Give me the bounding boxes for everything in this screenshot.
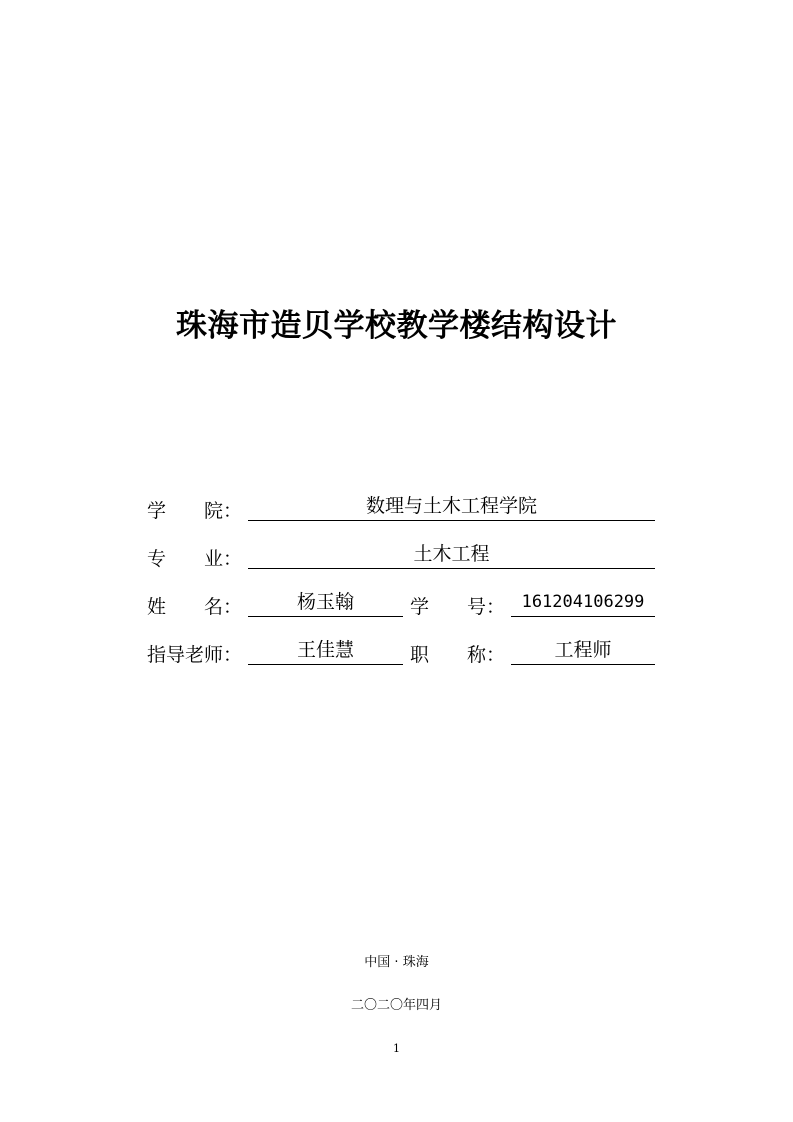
advisor-label: 指导老师： — [147, 644, 243, 666]
major-label: 专 业： — [147, 548, 243, 570]
college-field: 数理与土木工程学院 — [248, 492, 655, 521]
student-id-label: 学 号： — [410, 596, 506, 618]
student-id-field: 161204106299 — [511, 588, 655, 617]
date-text: 二〇二〇年四月 — [350, 998, 442, 1013]
page-number: 1 — [393, 1042, 400, 1055]
title-field: 工程师 — [511, 636, 655, 665]
advisor-field: 王佳慧 — [248, 636, 403, 665]
name-label: 姓 名： — [147, 596, 243, 618]
major-field: 土木工程 — [248, 540, 655, 569]
title-label: 职 称： — [410, 644, 506, 666]
document-title: 珠海市造贝学校教学楼结构设计 — [176, 308, 617, 344]
name-field: 杨玉翰 — [248, 588, 403, 617]
location-text: 中国 · 珠海 — [364, 955, 429, 970]
college-label: 学 院： — [147, 500, 243, 522]
